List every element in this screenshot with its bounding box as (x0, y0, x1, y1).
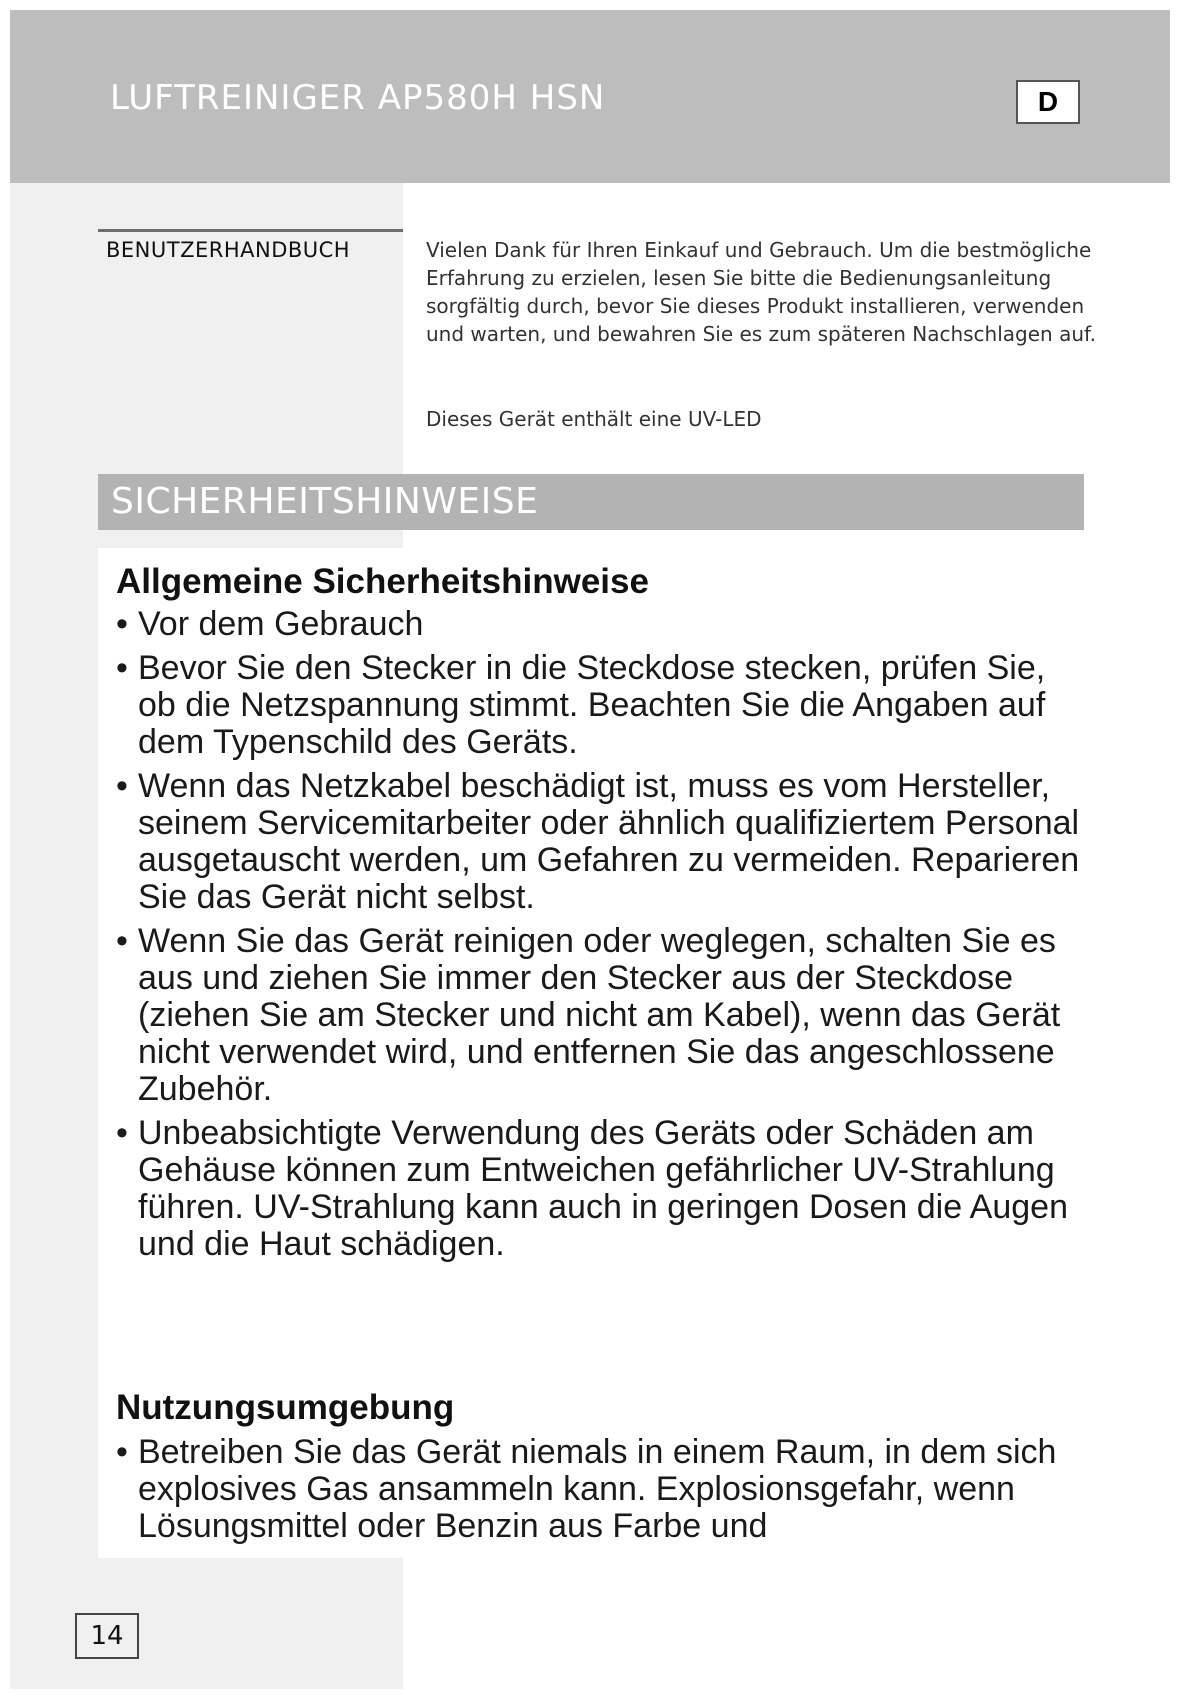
list-item-text: Unbeabsichtigte Verwendung des Geräts oder Schäden am Gehäuse können zum Entweichen gefährlicher UV-Strahlung führen. UV-Strahlung kann auch in geringen Dosen die Augen und die Haut schädigen. (138, 1114, 1068, 1263)
usage-environment-heading: Nutzungsumgebung (116, 1388, 455, 1427)
list-item-text: Wenn das Netzkabel beschädigt ist, muss es vom Hersteller, seinem Servicemitarbeiter oder ähnlich qualifiziertem Personal ausgetauscht werden, um Gefahren zu vermeiden. Reparieren Sie das Gerät nicht selbst. (138, 767, 1080, 916)
list-item-text: Wenn Sie das Gerät reinigen oder weglegen, schalten Sie es aus und ziehen Sie immer den Stecker aus der Steckdose (ziehen Sie am Stecker und nicht am Kabel), wenn das Gerät nicht verwendet wird, und entfernen Sie das angeschlossene Zubehör. (138, 922, 1061, 1108)
usage-environment-list (116, 1434, 1091, 1552)
uv-led-note: Dieses Gerät enthält eine UV-LED (426, 407, 762, 431)
bullet-icon: • (116, 1114, 128, 1152)
language-badge: D (1016, 80, 1080, 124)
document-title: LUFTREINIGER AP580H HSN (110, 78, 606, 118)
list-item (116, 923, 1091, 1108)
list-item (116, 650, 1091, 761)
section-title: SICHERHEITSHINWEISE (111, 481, 539, 522)
list-item (116, 1115, 1091, 1263)
list-item-text: Betreiben Sie das Gerät niemals in einem Raum, in dem sich explosives Gas ansammeln kann. Explosionsgefahr, wenn Lösungsmittel oder Benzin aus Farbe und (138, 1433, 1057, 1545)
list-item (116, 606, 1091, 643)
intro-paragraph: Vielen Dank für Ihren Einkauf und Gebrauch. Um die bestmögliche Erfahrung zu erzielen, lesen Sie bitte die Bedienungsanleitung sorgfältig durch, bevor Sie dieses Produkt installieren, verwenden und warten, und bewahren Sie es zum späteren Nachschlagen auf. (426, 238, 1096, 346)
bullet-icon: • (116, 1433, 128, 1471)
list-item-text: Bevor Sie den Stecker in die Steckdose stecken, prüfen Sie, ob die Netzspannung stimmt. Beachten Sie die Angaben auf dem Typenschild des Geräts. (138, 649, 1046, 761)
list-item (116, 768, 1091, 916)
general-safety-heading: Allgemeine Sicherheitshinweise (116, 562, 649, 601)
manual-label: BENUTZERHANDBUCH (106, 238, 351, 262)
list-item (116, 1434, 1091, 1545)
page-number: 14 (75, 1613, 139, 1659)
bullet-icon: • (116, 922, 128, 960)
bullet-icon: • (116, 649, 128, 687)
general-safety-list (116, 606, 1091, 1270)
bullet-icon: • (116, 605, 128, 643)
divider-rule (98, 229, 403, 232)
list-item-text: Vor dem Gebrauch (138, 605, 424, 643)
bullet-icon: • (116, 767, 128, 805)
